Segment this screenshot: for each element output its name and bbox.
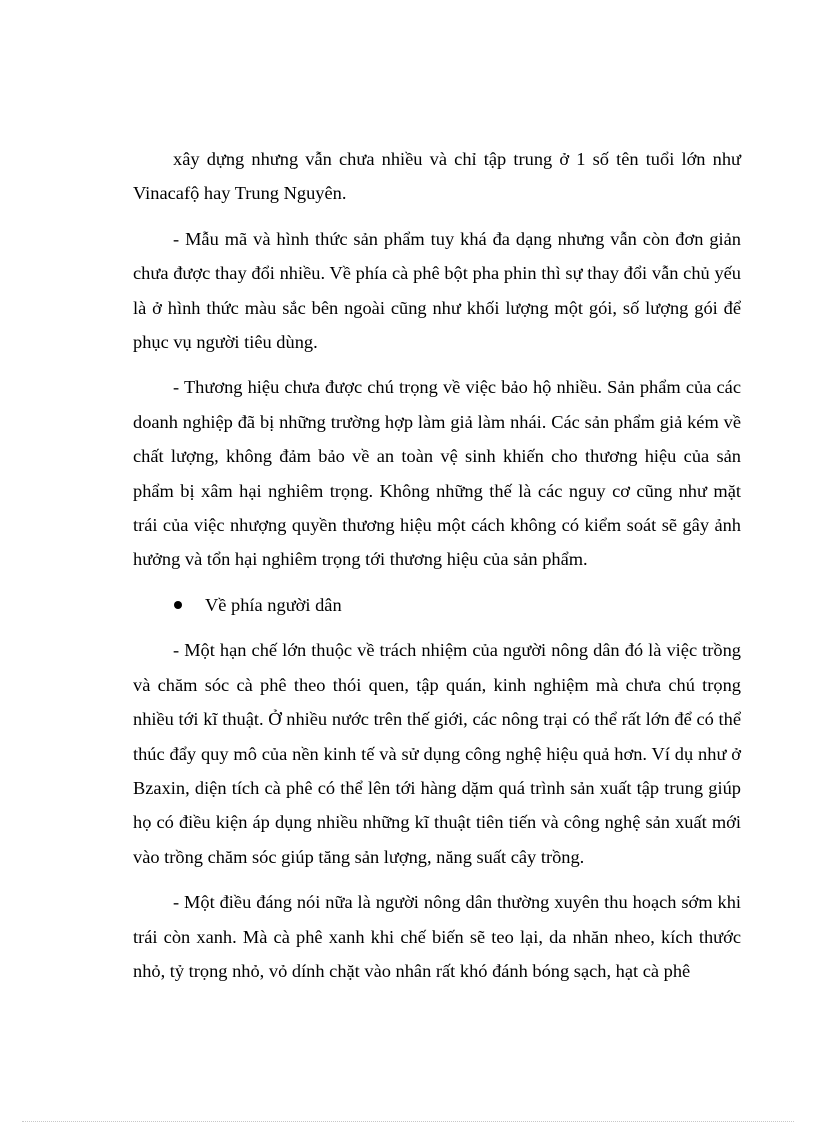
paragraph-brand: - Thương hiệu chưa được chú trọng về việc bảo hộ nhiều. Sản phẩm của các doanh nghiệp đã bị những trường hợp làm giả làm nhái. Các sản phẩm giả kém về chất lượng, không đảm bảo về an toàn vệ sinh khiến cho thương hiệu của sản phẩm bị xâm hại nghiêm trọng. Không những thế là các nguy cơ cũng như mặt trái của việc nhượng quyền thương hiệu một cách không có kiểm soát sẽ gây ảnh hưởng và tổn hại nghiêm trọng tới thương hiệu của sản phẩm. xyxy=(133,377,741,570)
paragraph-continued: xây dựng nhưng vẫn chưa nhiều và chỉ tập trung ở 1 số tên tuổi lớn như Vinacafộ hay Trung Nguyên. xyxy=(133,149,741,204)
page-bottom-divider xyxy=(22,1121,794,1122)
paragraph-farming-practice: - Một hạn chế lớn thuộc về trách nhiệm của người nông dân đó là việc trồng và chăm sóc cà phê theo thói quen, tập quán, kinh nghiệm mà chưa chú trọng nhiều tới kĩ thuật. Ở nhiều nước trên thế giới, các nông trại có thể rất lớn để có thể thúc đẩy quy mô của nền kinh tế và sử dụng công nghệ hiệu quả hơn. Ví dụ như ở Bzaxin, diện tích cà phê có thể lên tới hàng dặm quá trình sản xuất tập trung giúp họ có điều kiện áp dụng nhiều những kĩ thuật tiên tiến và công nghệ sản xuất mới vào trồng chăm sóc giúp tăng sản lượng, năng suất cây trồng. xyxy=(133,640,741,867)
paragraph-packaging: - Mẫu mã và hình thức sản phẩm tuy khá đa dạng nhưng vẫn còn đơn giản chưa được thay đổi nhiều. Về phía cà phê bột pha phin thì sự thay đổi vẫn chủ yếu là ở hình thức màu sắc bên ngoài cũng như khối lượng một gói, số lượng gói để phục vụ người tiêu dùng. xyxy=(133,228,741,353)
bullet-dot-icon xyxy=(174,601,182,609)
document-page xyxy=(133,142,741,999)
bullet-item-farmers xyxy=(133,588,741,622)
paragraph-early-harvest: - Một điều đáng nói nữa là người nông dân thường xuyên thu hoạch sớm khi trái còn xanh. Mà cà phê xanh khi chế biến sẽ teo lại, da nhăn nheo, kích thước nhỏ, tỷ trọng nhỏ, vỏ dính chặt vào nhân rất khó đánh bóng sạch, hạt cà phê xyxy=(133,892,741,981)
bullet-item-label: Về phía người dân xyxy=(205,594,342,615)
